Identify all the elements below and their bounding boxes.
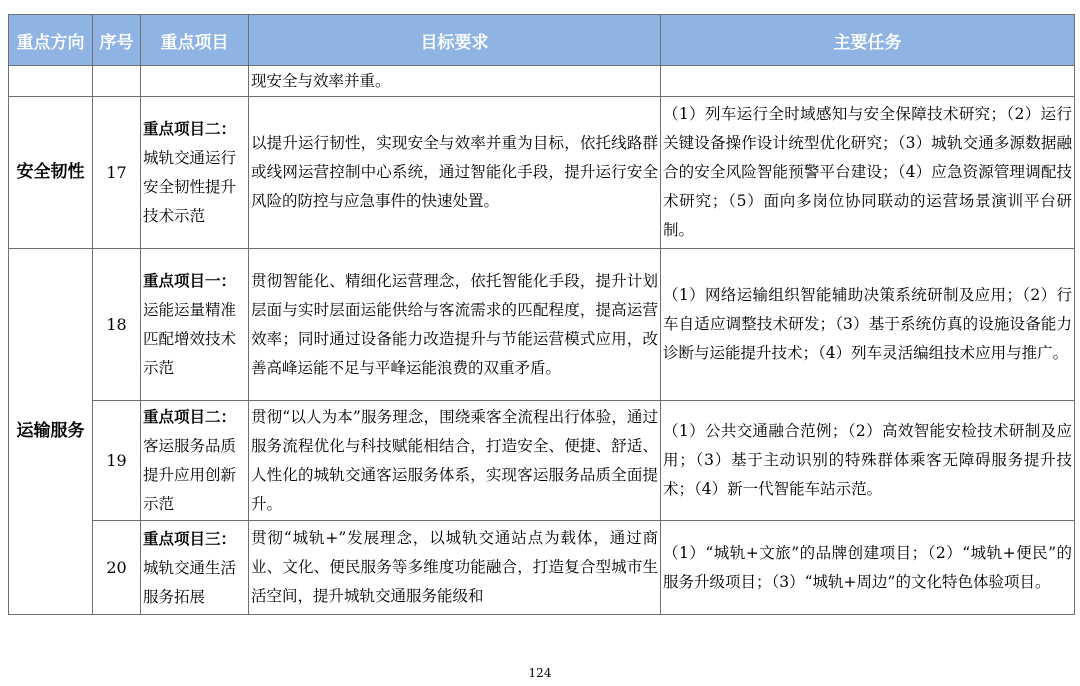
row-number: 20 <box>93 521 141 615</box>
goal-cell: 贯彻“城轨+”发展理念，以城轨交通站点为载体，通过商业、文化、便民服务等多维度功能融合，打造复合型城市生活空间，提升城轨交通服务能级和 <box>249 521 661 615</box>
project-cell <box>141 521 249 615</box>
header-project: 重点项目 <box>141 15 249 66</box>
table-row-continuation <box>9 66 1075 97</box>
tasks-cell: （1）公共交通融合范例；（2）高效智能安检技术研制及应用；（3）基于主动识别的特殊群体乘客无障碍服务提升技术；（4）新一代智能车站示范。 <box>661 401 1075 521</box>
direction-transport-service: 运输服务 <box>9 249 93 615</box>
document-page <box>8 14 1074 615</box>
project-cell <box>141 249 249 401</box>
goal-cell: 贯彻智能化、精细化运营理念，依托智能化手段，提升计划层面与实时层面运能供给与客流需求的匹配程度，提高运营效率；同时通过设备能力改造提升与节能运营模式应用，改善高峰运能不足与平峰运能浪费的双重矛盾。 <box>249 249 661 401</box>
project-name: 城轨交通生活服务拓展 <box>143 558 237 606</box>
project-head: 重点项目二： <box>143 407 237 426</box>
project-cell <box>141 401 249 521</box>
header-number: 序号 <box>93 15 141 66</box>
project-name: 城轨交通运行安全韧性提升技术示范 <box>143 149 237 225</box>
table-row <box>9 97 1075 249</box>
table-header-row <box>9 15 1075 66</box>
tasks-cell: （1）“城轨+文旅”的品牌创建项目；（2）“城轨+便民”的服务升级项目；（3）“城轨+周边”的文化特色体验项目。 <box>661 521 1075 615</box>
tasks-cell: （1）列车运行全时域感知与安全保障技术研究；（2）运行关键设备操作设计统型优化研究；（3）城轨交通多源数据融合的安全风险智能预警平台建设；（4）应急资源管理调配技术研究；（5）面向多岗位协同联动的运营场景演训平台研制。 <box>661 97 1075 249</box>
page-number: 124 <box>528 666 552 680</box>
header-goal: 目标要求 <box>249 15 661 66</box>
direction-safety-resilience: 安全韧性 <box>9 97 93 249</box>
cell-goal-continuation: 现安全与效率并重。 <box>249 66 661 97</box>
project-cell <box>141 97 249 249</box>
cell-tasks-empty <box>661 66 1075 97</box>
header-tasks: 主要任务 <box>661 15 1075 66</box>
cell-project-empty <box>141 66 249 97</box>
cell-direction-empty <box>9 66 93 97</box>
table-row <box>9 401 1075 521</box>
cell-number-empty <box>93 66 141 97</box>
key-projects-table <box>8 14 1075 615</box>
tasks-cell: （1）网络运输组织智能辅助决策系统研制及应用；（2）行车自适应调整技术研发；（3）基于系统仿真的设施设备能力诊断与运能提升技术；（4）列车灵活编组技术应用与推广。 <box>661 249 1075 401</box>
project-head: 重点项目一： <box>143 271 237 290</box>
project-name: 客运服务品质提升应用创新示范 <box>143 437 237 513</box>
project-head: 重点项目二： <box>143 119 237 138</box>
goal-cell: 贯彻“以人为本”服务理念，围绕乘客全流程出行体验，通过服务流程优化与科技赋能相结合，打造安全、便捷、舒适、人性化的城轨交通客运服务体系，实现客运服务品质全面提升。 <box>249 401 661 521</box>
row-number: 17 <box>93 97 141 249</box>
project-head: 重点项目三： <box>143 528 237 548</box>
row-number: 18 <box>93 249 141 401</box>
table-row <box>9 521 1075 615</box>
table-row <box>9 249 1075 401</box>
row-number: 19 <box>93 401 141 521</box>
goal-cell: 以提升运行韧性，实现安全与效率并重为目标，依托线路群或线网运营控制中心系统，通过智能化手段，提升运行安全风险的防控与应急事件的快速处置。 <box>249 97 661 249</box>
header-direction: 重点方向 <box>9 15 93 66</box>
project-name: 运能运量精准匹配增效技术示范 <box>143 301 237 377</box>
